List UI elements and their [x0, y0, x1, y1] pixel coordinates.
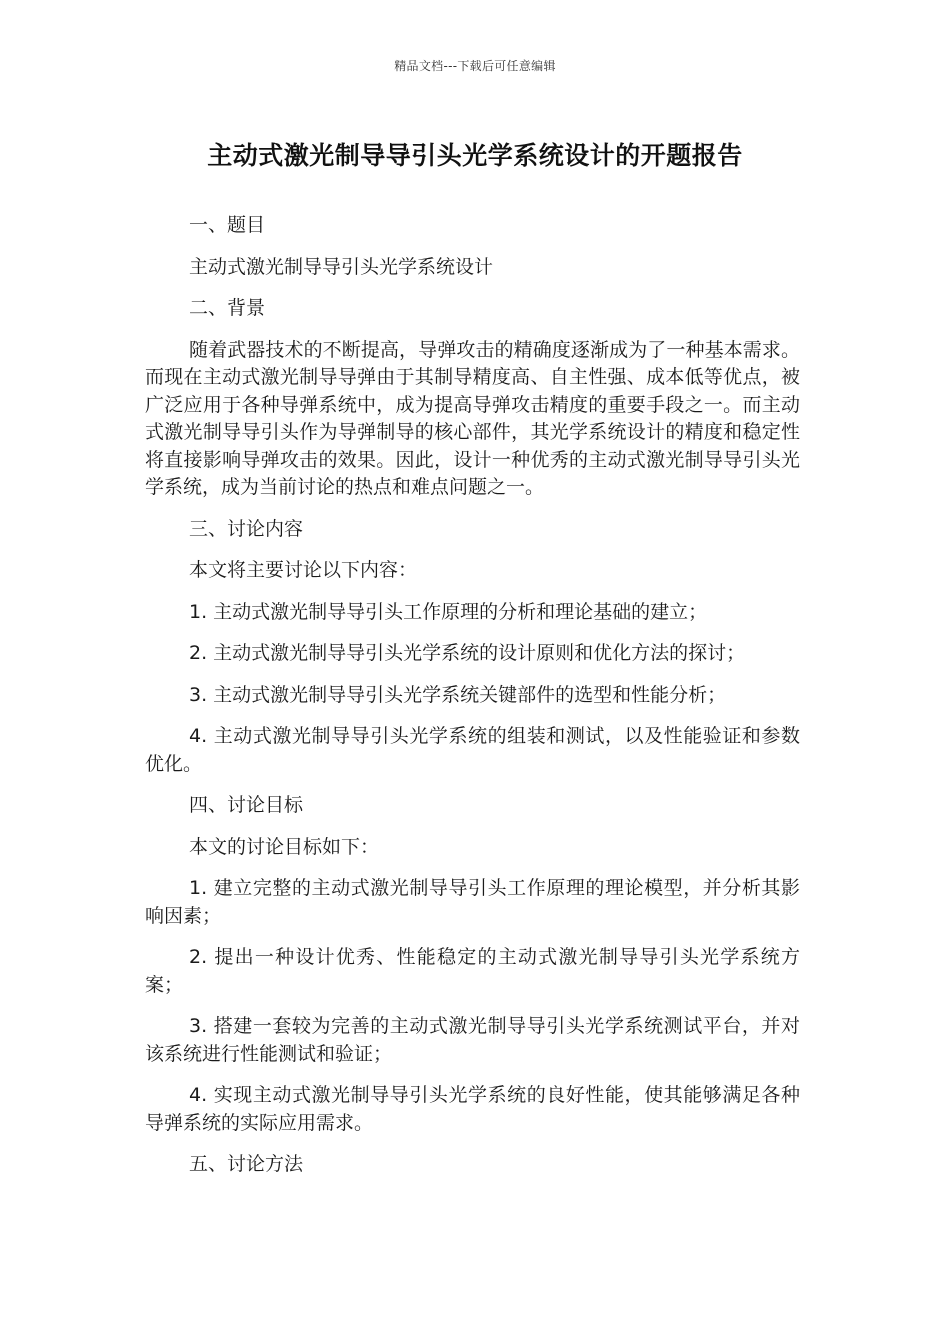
- section-heading-topic: 一、题目: [189, 214, 266, 236]
- page-header-note: 精品文档---下载后可任意编辑: [394, 59, 556, 73]
- document-body: [145, 212, 800, 1193]
- content-item: 1. 主动式激光制导导引头工作原理的分析和理论基础的建立；: [189, 600, 708, 623]
- content-item: 2. 主动式激光制导导引头光学系统的设计原则和优化方法的探讨；: [189, 642, 746, 664]
- content-intro: 本文将主要讨论以下内容：: [189, 559, 418, 581]
- goal-item: 1. 建立完整的主动式激光制导导引头工作原理的理论模型，并分析其影响因素；: [145, 877, 800, 927]
- content-item: 4. 主动式激光制导导引头光学系统的组装和测试，以及性能验证和参数优化。: [145, 725, 800, 775]
- goal-item: 2. 提出一种设计优秀、性能稳定的主动式激光制导导引头光学系统方案；: [145, 946, 800, 996]
- goal-item: 3. 搭建一套较为完善的主动式激光制导导引头光学系统测试平台，并对该系统进行性能测试和验证；: [145, 1015, 800, 1065]
- section-heading-background: 二、背景: [189, 297, 266, 319]
- section-heading-content: 三、讨论内容: [189, 517, 304, 540]
- content-item: 3. 主动式激光制导导引头光学系统关键部件的选型和性能分析；: [189, 683, 727, 706]
- topic-text: 主动式激光制导导引头光学系统设计: [189, 255, 494, 278]
- section-heading-method: 五、讨论方法: [189, 1153, 304, 1175]
- background-paragraph: 随着武器技术的不断提高，导弹攻击的精确度逐渐成为了一种基本需求。而现在主动式激光制导导弹由于其制导精度高、自主性强、成本低等优点，被广泛应用于各种导弹系统中，成为提高导弹攻击精度的重要手段之一。而主动式激光制导导引头作为导弹制导的核心部件，其光学系统设计的精度和稳定性将直接影响导弹攻击的效果。因此，设计一种优秀的主动式激光制导导引头光学系统，成为当前讨论的热点和难点问题之一。: [145, 338, 800, 498]
- document-title: 主动式激光制导导引头光学系统设计的开题报告: [207, 141, 743, 170]
- section-heading-goal: 四、讨论目标: [189, 794, 304, 816]
- goal-intro: 本文的讨论目标如下：: [189, 835, 380, 858]
- goal-item: 4. 实现主动式激光制导导引头光学系统的良好性能，使其能够满足各种导弹系统的实际应用需求。: [145, 1084, 800, 1134]
